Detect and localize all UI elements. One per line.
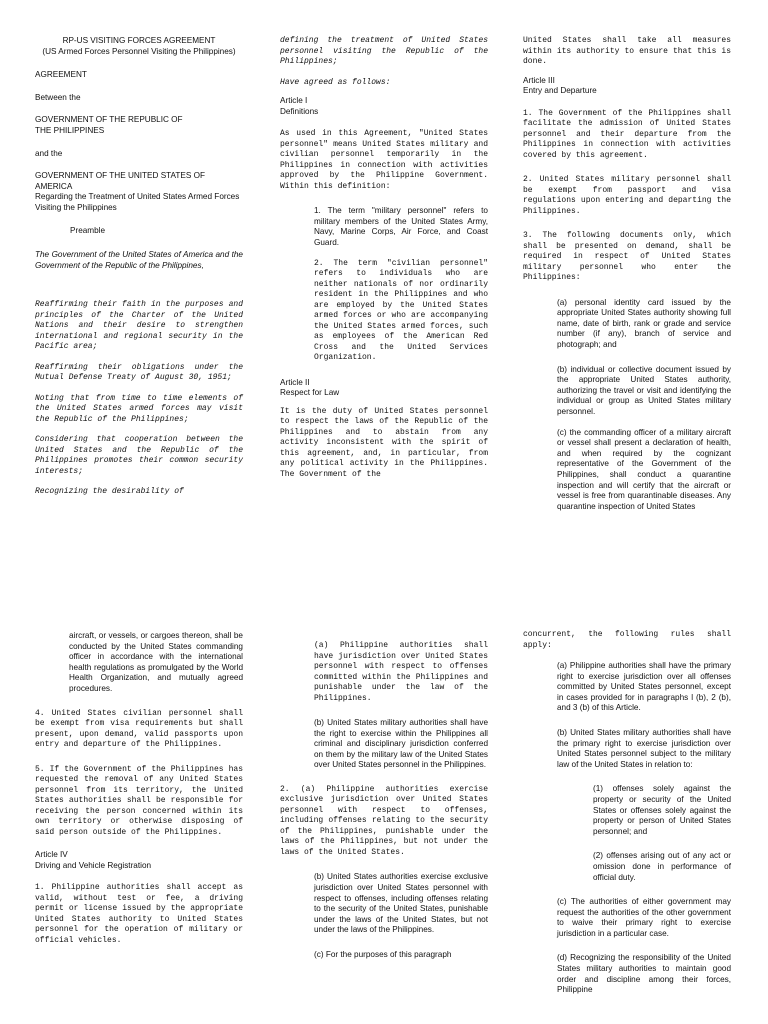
gov-rp: GOVERNMENT OF THE REPUBLIC OF THE PHILIPPINES [35, 115, 183, 135]
jurisdiction-1a: (a) Philippine authorities shall have jurisdiction over United States personnel with respect to offenses committed within the Philippines and punishable under the law of the Philippines. [314, 641, 488, 703]
article-3-p4: 4. United States civilian personnel shall be exempt from visa requirements but shall present, upon demand, valid passports upon entry and departure of the Philippines. [35, 708, 243, 750]
gov-us: GOVERNMENT OF THE UNITED STATES OF AMERICA [35, 171, 205, 191]
rule-b-2: (2) offenses arising out of any act or omission done in performance of official duty. [593, 851, 731, 882]
col2-agreed: Have agreed as follows: [280, 77, 391, 87]
top-column-2 [280, 36, 488, 490]
top-column-1 [35, 36, 243, 281]
article-3-p1: 1. The Government of the Philippines shall facilitate the admission of United States personnel and their departure from the Philippines in connection with activities covered by this agreement. [523, 108, 731, 160]
preamble-p5: Considering that cooperation between the United States and the Republic of the Philippines promotes their common security interests; [35, 435, 243, 476]
article-1-subtitle: Definitions [280, 106, 319, 116]
article-4-title: Article IV [35, 850, 68, 860]
article-3-p3: 3. The following documents only, which shall be presented on demand, shall be required in respect of United States military personnel who enter the Philippines: [523, 231, 731, 283]
preamble-p1: The Government of the United States of America and the Government of the Republic of the Philippines, [35, 250, 243, 270]
rule-b-1: (1) offenses solely against the property or security of the United States or offenses solely against the property or person of United States personnel; and [593, 784, 731, 836]
jurisdiction-1b: (b) United States military authorities shall have the right to exercise within the Philippines all criminal and disciplinary jurisdiction conferred on them by the military law of the United States over United States personnel in the Philippines. [314, 718, 488, 770]
col2-p1: defining the treatment of United States personnel visiting the Republic of the Philippines; [280, 36, 488, 66]
jurisdiction-2a: 2. (a) Philippine authorities exercise exclusive jurisdiction over United States personnel with respect to offenses, including offenses relating to the security of the Philippines, punishable under the laws of the Philippines, but not under the laws of the United States. [280, 784, 488, 857]
rule-b: (b) United States military authorities shall have the primary right to exercise jurisdiction over United States personnel subject to the military law of the United States in relation to: [557, 727, 731, 769]
preamble-p4: Noting that from time to time elements of the United States armed forces may visit the Republic of the Philippines; [35, 393, 243, 424]
preamble-heading: Preamble [70, 225, 106, 235]
jurisdiction-2c: (c) For the purposes of this paragraph [314, 950, 452, 960]
top-column-3 [523, 36, 731, 522]
article-3-p2: 2. United States military personnel shall be exempt from passport and visa regulations upon entering and departing the Philippines. [523, 175, 731, 216]
regarding-text: Regarding the Treatment of United States Armed Forces Visiting the Philippines [35, 192, 240, 212]
article-3-item-b: (b) individual or collective document issued by the appropriate United States authority, authorizing the travel or visit and identifying the individual or group as United States military personnel. [557, 364, 731, 417]
article-1-title: Article I [280, 96, 308, 105]
rule-d: (d) Recognizing the responsibility of the United States military authorities to maintain good order and discipline among their forces, Philippine [557, 953, 731, 995]
doc-title: RP-US VISITING FORCES AGREEMENT [62, 36, 216, 45]
concurrent-rules: concurrent, the following rules shall apply: [523, 630, 731, 650]
between-text: Between the [35, 92, 81, 102]
article-2-subtitle: Respect for Law [280, 388, 340, 398]
article-3-item-c: (c) the commanding officer of a military aircraft or vessel shall present a declaration of health, and when required by the cognizant representative of the Government of the Philippines, shall conduct a quarantine inspection and will certify that the aircraft or vessel is free from quarantinable diseases. Any quarantine inspection of United States [557, 427, 731, 511]
bottom-column-2 [280, 641, 488, 971]
bottom-column-3 [523, 630, 731, 1006]
article-2-p1: It is the duty of United States personnel to respect the laws of the Republic of the Philippines and to abstain from any activity inconsistent with the spirit of this agreement, and, in particular, from any political activity in the Philippines. The Government of the [280, 406, 488, 479]
article-3-subtitle: Entry and Departure [523, 86, 597, 96]
col3-p1: United States shall take all measures within its authority to ensure that this is done. [523, 36, 731, 66]
preamble-p2: Reaffirming their faith in the purposes and principles of the Charter of the United Nations and their desire to strengthen international and regional security in the Pacific area; [35, 300, 243, 351]
article-2-title: Article II [280, 377, 310, 387]
doc-subtitle: (US Armed Forces Personnel Visiting the Philippines) [42, 46, 236, 56]
preamble-p6: Recognizing the desirability of [35, 487, 184, 496]
article-4-subtitle: Driving and Vehicle Registration [35, 860, 152, 870]
article-4-p1: 1. Philippine authorities shall accept as valid, without test or fee, a driving permit or license issued by the appropriate United States authority to United States personnel for the operation of military or official vehicles. [35, 883, 243, 945]
rule-a: (a) Philippine authorities shall have the primary right to exercise jurisdiction over all offenses committed by United States personnel, except in cases provided for in paragraphs l (b), 2 (b), and 3 (b) of this Article. [557, 661, 731, 713]
article-3-title: Article III [523, 75, 555, 85]
agreement-heading: AGREEMENT [35, 70, 87, 80]
rule-c: (c) The authorities of either government may request the authorities of the other government to waive their primary right to exercise jurisdiction in a particular case. [557, 897, 731, 938]
jurisdiction-2b: (b) United States authorities exercise exclusive jurisdiction over United States personnel with respect to offenses, including offenses relating to the security of the United States, punishable under the laws of the United States, but not under the laws of the Philippines. [314, 872, 488, 935]
and-text: and the [35, 148, 63, 158]
article-3-item-a: (a) personal identity card issued by the appropriate United States authority showing full name, date of birth, rank or grade and service number (if any), branch of service and photograph; and [557, 297, 731, 350]
article-3-continued: aircraft, or vessels, or cargoes thereon, shall be conducted by the United States commanding officer in accordance with the international health regulations as promulgated by the World Health Organization, and mutually agreed procedures. [69, 631, 243, 693]
preamble-p3: Reaffirming their obligations under the Mutual Defense Treaty of August 30, 1951; [35, 362, 243, 382]
bottom-column-1 [35, 631, 243, 956]
article-1-p1: As used in this Agreement, "United States personnel" means United States military and civilian personnel temporarily in the Philippines in connection with activities approved by the Philippine Government. Within this definition: [280, 129, 488, 191]
article-1-p3: 2. The term "civilian personnel" refers to individuals who are neither nationals of nor ordinarily resident in the Philippines and who are employed by the United States armed forces or who are accompanying the United States armed forces, such as employees of the American Red Cross and the United Services Organization. [314, 258, 488, 363]
article-3-p5: 5. If the Government of the Philippines has requested the removal of any United States personnel from its territory, the United States authorities shall be responsible for receiving the person concerned within its own territory or otherwise disposing of said person outside of the Philippines. [35, 764, 243, 837]
article-1-p2: 1. The term "military personnel" refers to military members of the United States Army, Navy, Marine Corps, Air Force, and Coast Guard. [314, 206, 488, 247]
top-column-1-mono [35, 300, 243, 508]
